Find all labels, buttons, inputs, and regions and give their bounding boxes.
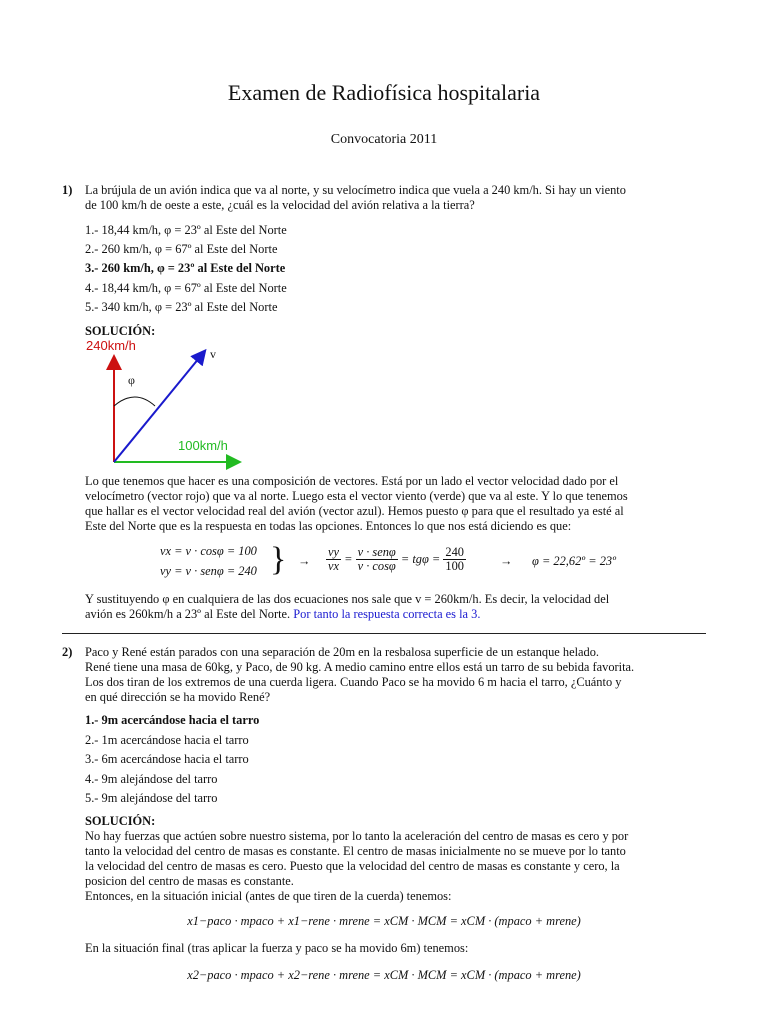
value-numerator: 240 xyxy=(445,545,464,559)
section-divider xyxy=(62,633,706,634)
q2-option-5: 5.- 9m alejándose del tarro xyxy=(85,791,218,805)
question-2-number: 2) xyxy=(62,645,73,659)
question-1-text-line-2: de 100 km/h de oeste a este, ¿cuál es la velocidad del avión relativa a la tierra? xyxy=(85,198,475,212)
q2-solution-line-2: tanto la velocidad del centro de masas es constante. El centro de masas inicialmente no se mueve por lo tanto xyxy=(85,844,626,858)
q2-option-1-correct: 1.- 9m acercándose hacia el tarro xyxy=(85,713,260,727)
q1-option-5: 5.- 340 km/h, φ = 23º al Este del Norte xyxy=(85,300,278,314)
q2-solution-line-5: Entonces, en la situación inicial (antes de que tiren de la cuerda) tenemos: xyxy=(85,889,452,903)
mid-numerator: v · senφ xyxy=(357,545,396,559)
equation-vx: vx = v · cosφ = 100 xyxy=(160,544,257,558)
equation-arrow-2: → xyxy=(500,554,513,568)
north-vector-label: 240km/h xyxy=(86,338,136,353)
question-2-text-line-1: Paco y René están parados con una separación de 20m en la resbalosa superficie de un estanque helado. xyxy=(85,645,600,659)
value-denominator: 100 xyxy=(445,559,464,573)
angle-arc xyxy=(114,397,155,406)
q2-solution-line-4: posicion del centro de masas es constante. xyxy=(85,874,294,888)
question-2-text-line-2: René tiene una masa de 60kg, y Paco, de 90 kg. A medio camino entre ellos está un tarro de su bebida favorita. xyxy=(85,660,635,674)
q2-solution-line-3: la velocidad del centro de masas es cero. Puesto que la velocidad del centro de masas es constante y cero, la xyxy=(85,859,620,873)
question-1-text-line-1: La brújula de un avión indica que va al norte, y su velocímetro indica que vuela a 240 km/h. Si hay un viento xyxy=(85,183,626,197)
resultant-vector-label: v xyxy=(210,347,216,361)
q2-equation-initial: x1−paco · mpaco + x1−rene · mrene = xCM · MCM = xCM · (mpaco + mrene) xyxy=(187,914,581,928)
page-subtitle: Convocatoria 2011 xyxy=(330,132,438,147)
q2-option-2: 2.- 1m acercándose hacia el tarro xyxy=(85,733,249,747)
q2-solution-line-1: No hay fuerzas que actúen sobre nuestro sistema, por lo tanto la aceleración del centro de masas es cero y por xyxy=(85,829,629,843)
q2-option-3: 3.- 6m acercándose hacia el tarro xyxy=(85,752,249,766)
mid-denominator: v · cosφ xyxy=(357,559,396,573)
question-2-text-line-3: Los dos tiran de los extremos de una cuerda ligera. Cuando Paco se ha movido 6 m hacia el tarro, ¿Cuánto y xyxy=(85,675,622,689)
equation-arrow-1: → xyxy=(298,554,311,568)
question-2-text-line-4: en qué dirección se ha movido René? xyxy=(85,690,271,704)
q1-option-1: 1.- 18,44 km/h, φ = 23º al Este del Norte xyxy=(85,223,287,237)
q1-solution-line-1: Lo que tenemos que hacer es una composición de vectores. Está por un lado el vector velocidad dado por el xyxy=(85,474,619,488)
equation-brace: } xyxy=(270,541,287,578)
q1-conclusion-line-2 xyxy=(85,607,715,623)
phi-angle-label: φ xyxy=(128,373,135,387)
east-vector-label: 100km/h xyxy=(178,438,228,453)
tangent-equals: = tgφ = xyxy=(400,552,441,566)
q1-option-4: 4.- 18,44 km/h, φ = 67º al Este del Norte xyxy=(85,281,287,295)
q1-option-3-correct: 3.- 260 km/h, φ = 23º al Este del Norte xyxy=(85,261,286,275)
ratio-numerator: vy xyxy=(328,545,339,559)
q1-solution-line-3: que hallar es el vector velocidad real del avión (vector azul). Hemos puesto φ para que el resultado ya esté al xyxy=(85,504,624,518)
q1-solution-label: SOLUCIÓN: xyxy=(85,324,156,338)
page-title: Examen de Radiofísica hospitalaria xyxy=(227,80,541,105)
q1-solution-line-2: velocímetro (vector rojo) que va al norte. Luego esta el vector viento (verde) que va al este. Y lo que tenemos xyxy=(85,489,628,503)
q2-solution-line-6: En la situación final (tras aplicar la fuerza y paco se ha movido 6m) tenemos: xyxy=(85,941,469,955)
ratio-denominator: vx xyxy=(328,559,339,573)
q1-option-2: 2.- 260 km/h, φ = 67º al Este del Norte xyxy=(85,242,278,256)
question-1-number: 1) xyxy=(62,183,73,197)
equation-result: φ = 22,62º = 23º xyxy=(532,554,616,568)
q1-solution-line-4: Este del Norte que es la respuesta en todas las opciones. Entonces lo que nos está diciendo es que: xyxy=(85,519,572,533)
equation-vy: vy = v · senφ = 240 xyxy=(160,564,257,578)
vector-diagram xyxy=(80,336,260,470)
q1-conclusion-text: avión es 260km/h a 23º al Este del Norte. xyxy=(85,607,291,621)
equation-ratio: $\frac{vy}{vx}$ = $\frac{\text{v · senφ}}{v \cdot \cos\varphi}$ = tgφ = $\frac{240}{100}$ xyxy=(328,545,464,573)
q2-solution-label: SOLUCIÓN: xyxy=(85,814,156,828)
q1-conclusion-line-1: Y sustituyendo φ en cualquiera de las dos ecuaciones nos sale que v = 260km/h. Es decir, la velocidad del xyxy=(85,592,610,606)
q1-correct-answer-note: Por tanto la respuesta correcta es la 3. xyxy=(293,607,481,621)
q2-option-4: 4.- 9m alejándose del tarro xyxy=(85,772,218,786)
q2-equation-final: x2−paco · mpaco + x2−rene · mrene = xCM · MCM = xCM · (mpaco + mrene) xyxy=(187,968,581,982)
